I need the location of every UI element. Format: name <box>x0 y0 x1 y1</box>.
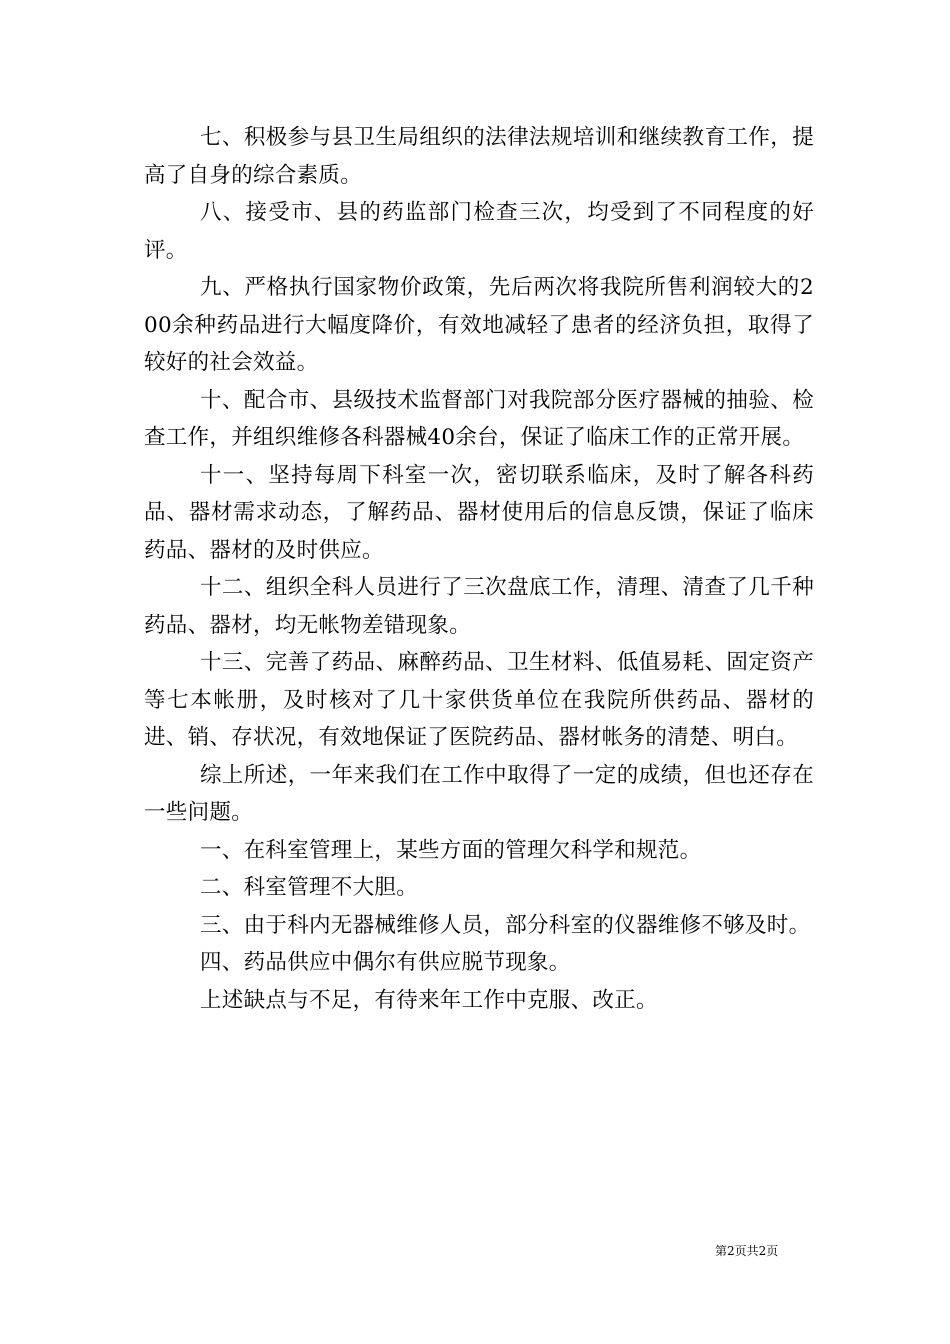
document-body <box>144 119 814 1019</box>
paragraph-9: 九、严格执行国家物价政策，先后两次将我院所售利润较大的200余种药品进行大幅度降价，有效地减轻了患者的经济负担，取得了较好的社会效益。 <box>144 275 814 375</box>
problem-1: 一、在科室管理上，某些方面的管理欠科学和规范。 <box>200 837 702 863</box>
problem-3: 三、由于科内无器械维修人员，部分科室的仪器维修不够及时。 <box>200 912 811 938</box>
paragraph-8: 八、接受市、县的药监部门检查三次，均受到了不同程度的好评。 <box>144 200 814 263</box>
problem-2: 二、科室管理不大胆。 <box>200 875 419 900</box>
paragraph-7: 七、积极参与县卫生局组织的法律法规培训和继续教育工作，提高了自身的综合素质。 <box>144 125 814 188</box>
closing-paragraph: 上述缺点与不足，有待来年工作中克服、改正。 <box>200 987 658 1013</box>
paragraph-12: 十二、组织全科人员进行了三次盘底工作，清理、清查了几千种药品、器材，均无帐物差错现象。 <box>144 575 814 638</box>
paragraph-10: 十、配合市、县级技术监督部门对我院部分医疗器械的抽验、检查工作，并组织维修各科器械40余台，保证了临床工作的正常开展。 <box>144 387 814 450</box>
problem-4: 四、药品供应中偶尔有供应脱节现象。 <box>200 950 571 975</box>
summary-paragraph: 综上所述，一年来我们在工作中取得了一定的成绩，但也还存在一些问题。 <box>144 762 814 825</box>
paragraph-13: 十三、完善了药品、麻醉药品、卫生材料、低值易耗、固定资产等七本帐册，及时核对了几十家供货单位在我院所供药品、器材的进、销、存状况，有效地保证了医院药品、器材帐务的清楚、明白。 <box>144 650 814 750</box>
paragraph-11: 十一、坚持每周下科室一次，密切联系临床，及时了解各科药品、器材需求动态，了解药品、器材使用后的信息反馈，保证了临床药品、器材的及时供应。 <box>144 462 814 563</box>
page-number: 第2页共2页 <box>715 1244 779 1258</box>
